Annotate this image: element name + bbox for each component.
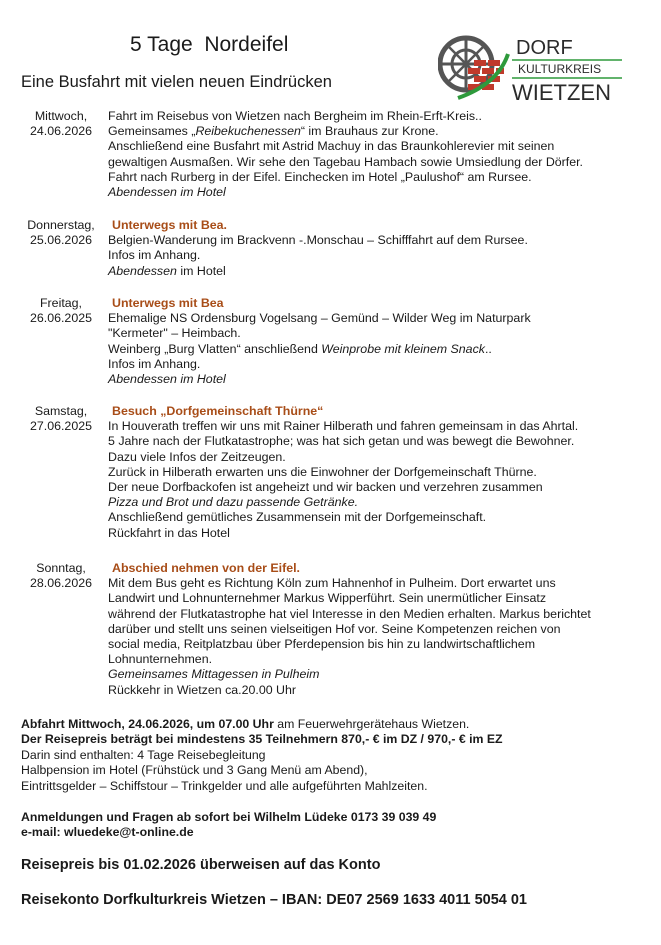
included-line-2: Halbpension im Hotel (Frühstück und 3 Gang Menü am Abend), <box>21 763 368 777</box>
text-run: Abendessen im Hotel <box>108 372 226 387</box>
page-subtitle: Eine Busfahrt mit vielen neuen Eindrücken <box>21 73 332 91</box>
description-line <box>108 622 618 637</box>
description-line <box>108 591 618 606</box>
day-description <box>108 218 618 279</box>
day-description <box>108 404 618 541</box>
text-run: Infos im Anhang. <box>108 248 201 263</box>
text-run: darüber und stellt uns seinen vielseitigen Hof vor. Seine Kompetenzen reichen von <box>108 621 561 636</box>
page-title: 5 Tage Nordeifel <box>130 33 289 56</box>
date: 28.06.2026 <box>29 576 92 591</box>
day-date <box>16 109 106 139</box>
description-line <box>108 248 618 263</box>
text-run: “ im Brauhaus zur Krone. <box>300 124 439 139</box>
logo-text-wietzen: WIETZEN <box>512 80 611 105</box>
description-line <box>108 510 618 525</box>
text-run: "Kermeter" – Heimbach. <box>108 326 241 341</box>
date: 25.06.2026 <box>29 233 92 248</box>
text-run: Dazu viele Infos der Zeitzeugen. <box>108 449 286 464</box>
description-line <box>108 526 618 541</box>
day-description <box>108 296 618 387</box>
description-line <box>108 607 618 622</box>
date: 26.06.2025 <box>29 311 92 326</box>
description-line <box>108 170 618 185</box>
text-run: In Houverath treffen wir uns mit Rainer Hilberath und fahren gemeinsam in das Ahrtal. <box>108 419 579 434</box>
day-heading: Abschied nehmen von der Eifel. <box>112 561 300 575</box>
description-line <box>108 495 618 510</box>
day-heading: Unterwegs mit Bea. <box>112 218 227 232</box>
description-line <box>108 139 618 154</box>
description-line <box>108 652 618 667</box>
text-run: gewaltigen Ausmaßen. Wir sehe den Tagebau Hambach sowie Umsiedlung der Dörfer. <box>108 154 583 169</box>
day-heading: Unterwegs mit Bea <box>112 296 224 310</box>
description-line <box>108 342 618 357</box>
description-line <box>108 667 618 682</box>
text-run: Lohnunternehmen. <box>108 652 213 667</box>
date: 27.06.2025 <box>29 419 92 434</box>
departure-rest: am Feuerwehrgerätehaus Wietzen. <box>273 717 470 731</box>
description-line <box>108 465 618 480</box>
text-run: social media, Reitplatzbau über Pferdepension bis hin zu landwirtschaftlichem <box>108 637 536 652</box>
text-run: 5 Jahre nach der Flutkatastrophe; was hat sich getan und was bewegt die Bewohner. <box>108 434 575 449</box>
description-line <box>108 233 618 248</box>
text-run: Weinberg „Burg Vlatten“ anschließend <box>108 341 322 356</box>
day-date <box>16 561 106 591</box>
payment-deadline: Reisepreis bis 01.02.2026 überweisen auf das Konto <box>21 857 381 873</box>
description-line <box>108 185 618 200</box>
description-line <box>108 372 618 387</box>
text-run: Mit dem Bus geht es Richtung Köln zum Hahnenhof in Pulheim. Dort erwartet uns <box>108 576 556 591</box>
description-line <box>108 637 618 652</box>
description-line <box>108 683 618 698</box>
day-date <box>16 218 106 248</box>
included-line-3: Eintrittsgelder – Schiffstour – Trinkgelder und alle aufgeführten Mahlzeiten. <box>21 779 428 793</box>
weekday: Samstag, <box>34 404 88 418</box>
day-description <box>108 561 618 698</box>
day-date <box>16 296 106 326</box>
text-run: Reibekuchenessen <box>195 124 301 139</box>
day-heading: Besuch „Dorfgemeinschaft Thürne“ <box>112 404 324 418</box>
text-run: während der Flutkatastrophe hat viel Interesse in den Medien erhalten. Markus berichtet <box>108 606 591 621</box>
day-date <box>16 404 106 434</box>
description-line <box>108 480 618 495</box>
description-line <box>108 155 618 170</box>
text-run: Weinprobe mit kleinem Snack <box>321 341 485 356</box>
text-run: Landwirt und Lohnunternehmer Markus Wipperführt. Sein unermütlicher Einsatz <box>108 591 547 606</box>
text-run: Gemeinsames Mittagessen in Pulheim <box>108 667 320 682</box>
text-run: Anschließend eine Busfahrt mit Astrid Machuy in das Braunkohlerevier mit seinen <box>108 139 555 154</box>
text-run: Pizza und Brot und dazu passende Getränke. <box>108 495 359 510</box>
description-line <box>108 109 618 124</box>
text-run: Fahrt im Reisebus von Wietzen nach Bergheim im Rhein-Erft-Kreis.. <box>108 109 482 123</box>
included-line-1: Darin sind enthalten: 4 Tage Reisebegleitung <box>21 748 266 762</box>
description-line <box>108 311 618 326</box>
description-line <box>108 357 618 372</box>
description-line <box>108 419 618 434</box>
text-run: im Hotel <box>176 263 226 278</box>
description-line <box>108 326 618 341</box>
text-run: Fahrt nach Rurberg in der Eifel. Einchecken im Hotel „Paulushof“ am Rursee. <box>108 169 532 184</box>
departure-line <box>21 717 469 732</box>
weekday: Sonntag, <box>36 561 86 575</box>
text-run: Ehemalige NS Ordensburg Vogelsang – Gemünd – Wilder Weg im Naturpark <box>108 311 531 326</box>
text-run: Abendessen im Hotel <box>108 185 226 200</box>
account-info: Reisekonto Dorfkulturkreis Wietzen – IBAN: DE07 2569 1633 4011 5054 01 <box>21 892 527 908</box>
text-run: Der neue Dorfbackofen ist angeheizt und wir backen und verzehren zusammen <box>108 480 543 495</box>
email-line[interactable]: e-mail: wluedeke@t-online.de <box>21 825 194 839</box>
description-line <box>108 264 618 279</box>
weekday: Mittwoch, <box>34 109 88 123</box>
logo-text-dorf: DORF <box>516 37 573 59</box>
text-run: Gemeinsames „ <box>108 124 196 139</box>
text-run: Zurück in Hilberath erwarten uns die Einwohner der Dorfgemeinschaft Thürne. <box>108 464 537 479</box>
text-run: Rückkehr in Wietzen ca.20.00 Uhr <box>108 682 297 697</box>
weekday: Freitag, <box>39 296 82 310</box>
price-line: Der Reisepreis beträgt bei mindestens 35 Teilnehmern 870,- € im DZ / 970,- € im EZ <box>21 732 503 746</box>
date: 24.06.2026 <box>29 124 92 139</box>
description-line <box>108 450 618 465</box>
text-run: Anschließend gemütliches Zusammensein mit der Dorfgemeinschaft. <box>108 510 487 525</box>
day-description <box>108 109 618 200</box>
text-run: Belgien-Wanderung im Brackvenn -.Monschau – Schifffahrt auf dem Rursee. <box>108 233 528 248</box>
text-run: Infos im Anhang. <box>108 356 201 371</box>
text-run: Abendessen <box>108 263 177 278</box>
logo-text-kulturkreis: KULTURKREIS <box>518 62 602 76</box>
dorfkulturkreis-logo <box>438 24 624 108</box>
description-line <box>108 124 618 139</box>
description-line <box>108 576 618 591</box>
departure-bold: Abfahrt Mittwoch, 24.06.2026, um 07.00 Uhr <box>21 717 274 731</box>
weekday: Donnerstag, <box>27 218 95 232</box>
description-line <box>108 434 618 449</box>
text-run: .. <box>484 341 492 356</box>
registration-line: Anmeldungen und Fragen ab sofort bei Wilhelm Lüdeke 0173 39 039 49 <box>21 810 437 824</box>
text-run: Rückfahrt in das Hotel <box>108 525 230 540</box>
